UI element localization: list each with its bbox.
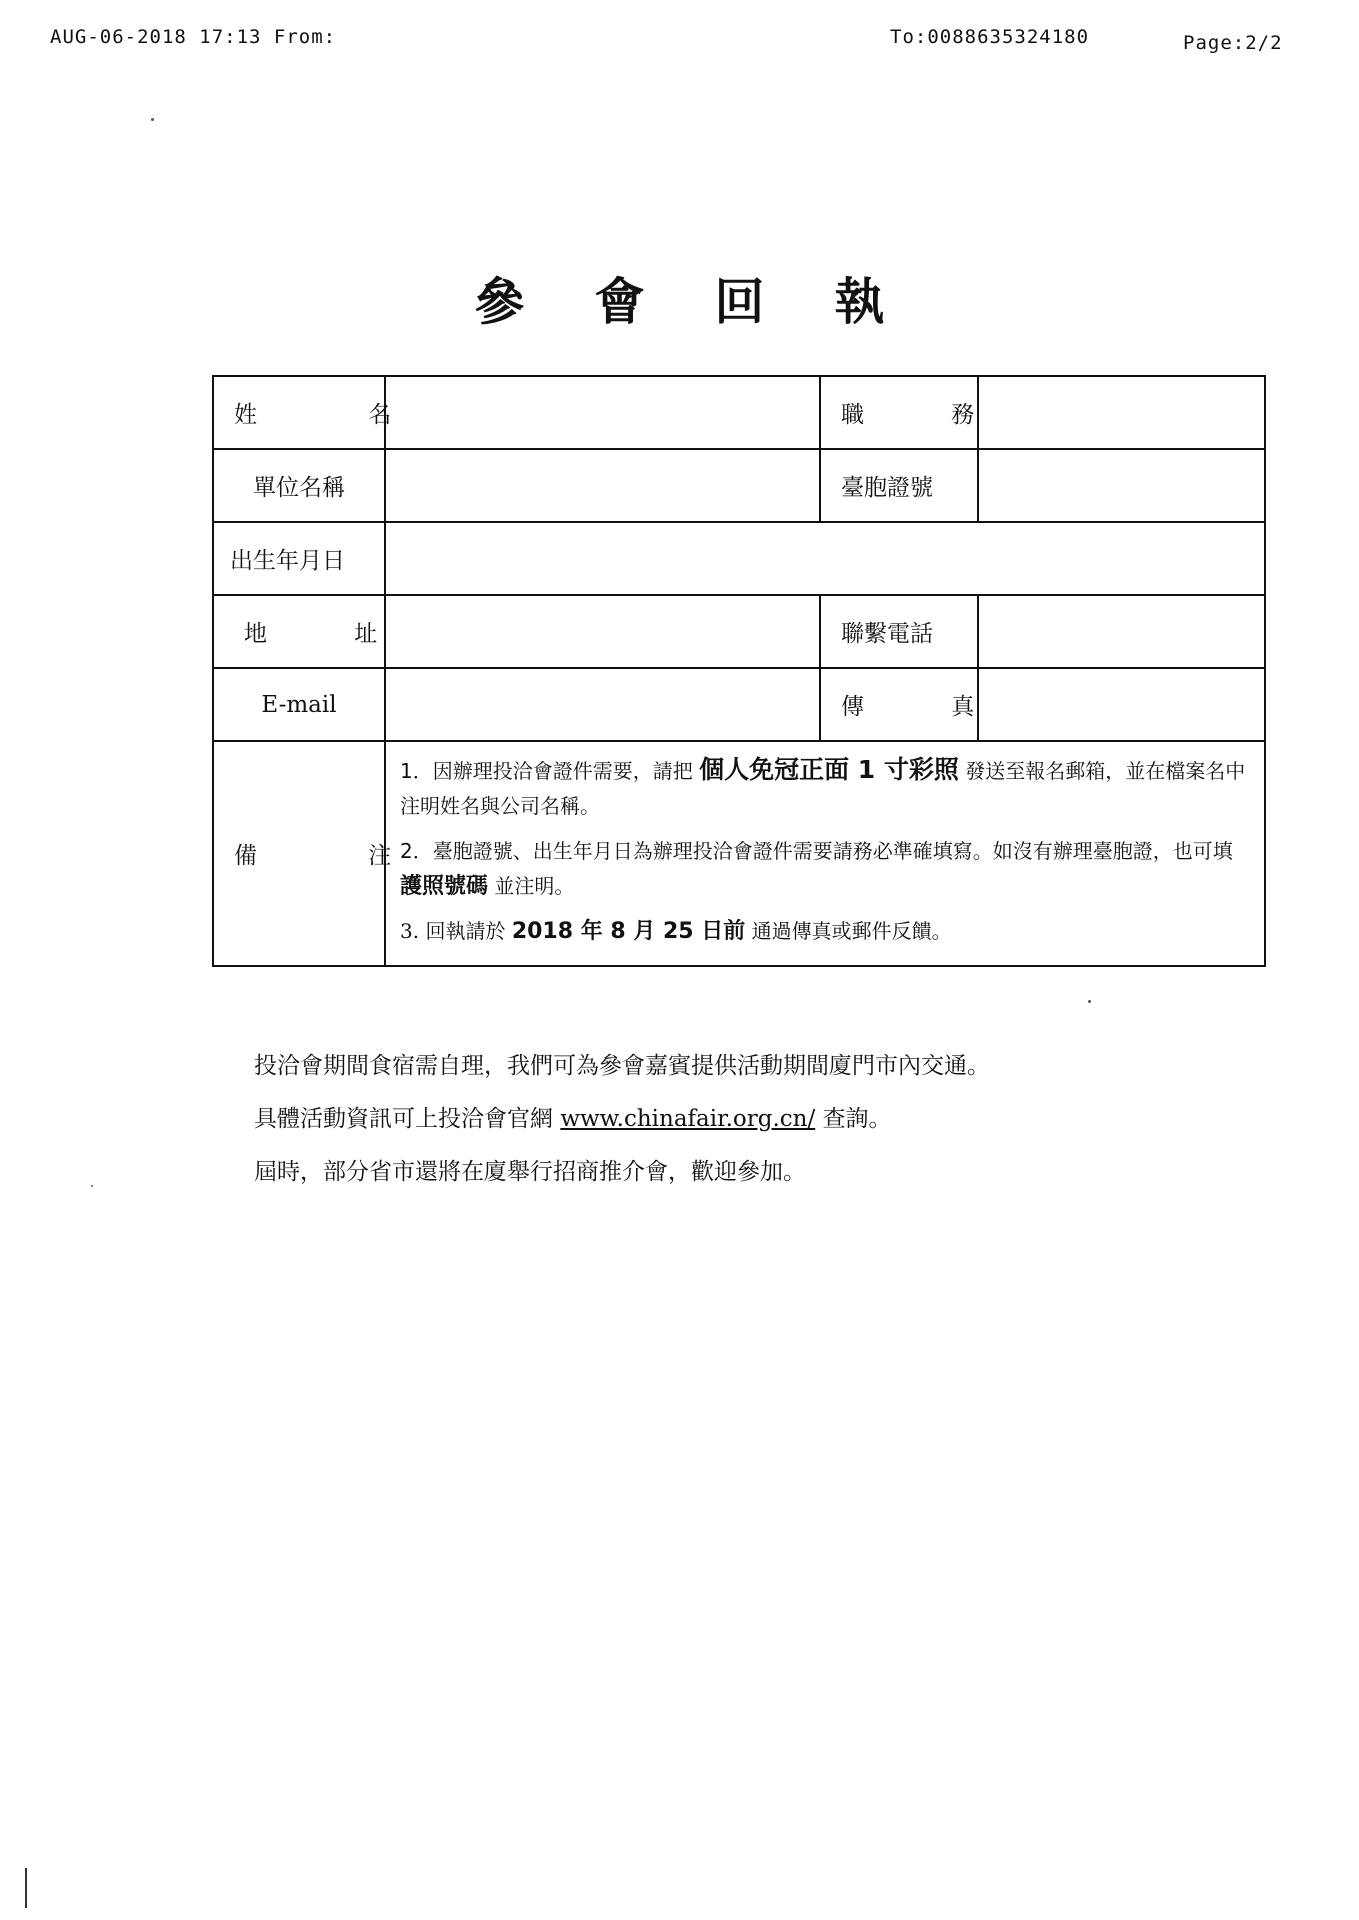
position-field[interactable] bbox=[978, 376, 1265, 449]
form-row-birth bbox=[213, 522, 1265, 595]
id-number-field[interactable] bbox=[978, 449, 1265, 522]
name-label: 姓 名 bbox=[213, 376, 385, 449]
email-field[interactable] bbox=[385, 668, 820, 741]
margin-mark bbox=[25, 1868, 27, 1908]
note-promotion: 屆時，部分省市還將在廈舉行招商推介會，歡迎參加。 bbox=[254, 1159, 806, 1185]
remark-1: 1．因辦理投洽會證件需要，請把 個人免冠正面 1 寸彩照 發送至報名郵箱，並在檔案名中注明姓名與公司名稱。 bbox=[400, 755, 1246, 818]
birth-date-field[interactable] bbox=[385, 522, 1265, 595]
email-label: E-mail bbox=[213, 668, 385, 741]
scan-speck bbox=[151, 118, 154, 121]
fax-page-number: Page:2/2 bbox=[1183, 32, 1283, 54]
fax-timestamp: AUG-06-2018 17:13 From: bbox=[50, 26, 337, 48]
phone-label: 聯繫電話 bbox=[820, 595, 978, 668]
fax-label: 傳 真 bbox=[820, 668, 978, 741]
position-label: 職 務 bbox=[820, 376, 978, 449]
note-website: 具體活動資訊可上投洽會官網 www.chinafair.org.cn/ 查詢。 bbox=[254, 1106, 892, 1132]
fax-header bbox=[0, 26, 1359, 54]
id-number-label: 臺胞證號 bbox=[820, 449, 978, 522]
name-field[interactable] bbox=[385, 376, 820, 449]
address-label: 地 址 bbox=[213, 595, 385, 668]
birth-date-label: 出生年月日 bbox=[213, 522, 385, 595]
form-row-name bbox=[213, 376, 1265, 449]
form-row-email bbox=[213, 668, 1265, 741]
org-field[interactable] bbox=[385, 449, 820, 522]
note-meals: 投洽會期間食宿需自理，我們可為參會嘉賓提供活動期間廈門市內交通。 bbox=[254, 1053, 990, 1079]
form-row-org bbox=[213, 449, 1265, 522]
scan-speck bbox=[91, 1185, 93, 1187]
org-label: 單位名稱 bbox=[213, 449, 385, 522]
remark-3: 3. 回執請於 2018 年 8 月 25 日前 通過傳真或郵件反饋。 bbox=[400, 919, 952, 944]
document-title: 參會回執 bbox=[474, 272, 955, 331]
registration-form bbox=[212, 375, 1266, 967]
address-field[interactable] bbox=[385, 595, 820, 668]
form-row-address bbox=[213, 595, 1265, 668]
remarks-label: 備 注 bbox=[213, 741, 385, 966]
notes bbox=[254, 1040, 990, 1199]
form-row-remarks bbox=[213, 741, 1265, 966]
phone-field[interactable] bbox=[978, 595, 1265, 668]
scan-speck bbox=[1088, 1000, 1091, 1003]
remarks-body bbox=[385, 741, 1265, 966]
website-link[interactable]: www.chinafair.org.cn/ bbox=[560, 1106, 816, 1132]
fax-field[interactable] bbox=[978, 668, 1265, 741]
fax-recipient: To:0088635324180 bbox=[890, 26, 1090, 48]
remark-2: 2．臺胞證號、出生年月日為辦理投洽會證件需要請務必準確填寫。如沒有辦理臺胞證，也可填 護照號碼 並注明。 bbox=[400, 839, 1233, 899]
